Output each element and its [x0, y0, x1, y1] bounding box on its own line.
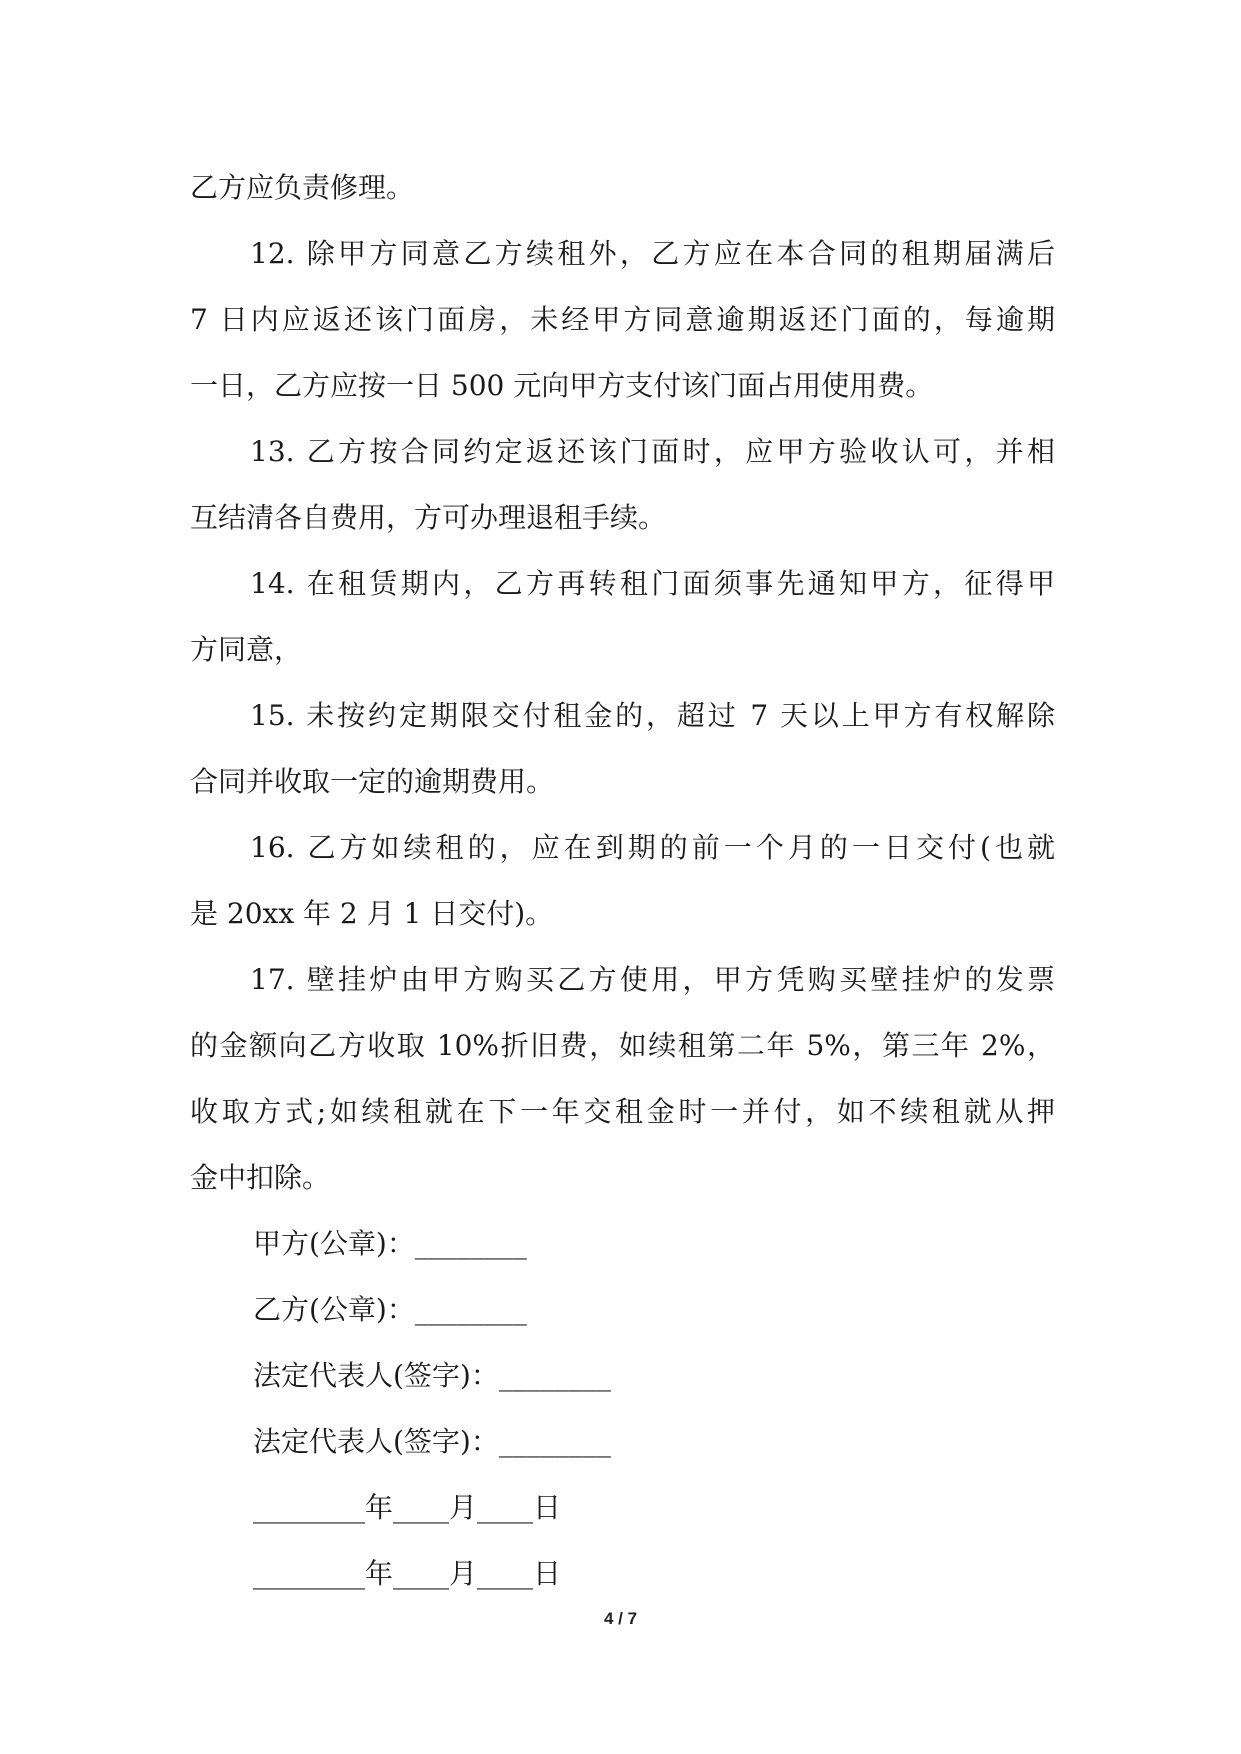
clause-12-line: 一日，乙方应按一日 500 元向甲方支付该门面占用使用费。 [190, 369, 934, 402]
clause-17-line: 收取方式;如续租就在下一年交租金时一并付，如不续租就从押 [190, 1095, 1055, 1128]
legal-rep-signature-field: 法定代表人(签字)：________ [253, 1359, 611, 1392]
contract-body [190, 155, 1055, 1607]
date-field: ________年____月____日 [253, 1557, 562, 1590]
body-line: 乙方应负责修理。 [190, 171, 415, 204]
clause-16-line: 是 20xx 年 2 月 1 日交付)。 [190, 897, 554, 930]
party-b-seal-field: 乙方(公章)：________ [253, 1293, 527, 1326]
clause-16-line: 16. 乙方如续租的，应在到期的前一个月的一日交付(也就 [250, 831, 1055, 864]
page-number: 4 / 7 [603, 1609, 638, 1628]
clause-13-line: 13. 乙方按合同约定返还该门面时，应甲方验收认可，并相 [250, 435, 1055, 468]
clause-17-line: 金中扣除。 [190, 1161, 331, 1194]
party-a-seal-field: 甲方(公章)：________ [253, 1227, 527, 1260]
date-field: ________年____月____日 [253, 1491, 562, 1524]
clause-12-line: 7 日内应返还该门面房，未经甲方同意逾期返还门面的，每逾期 [190, 303, 1055, 336]
clause-13-line: 互结清各自费用，方可办理退租手续。 [190, 501, 667, 534]
clause-17-line: 的金额向乙方收取 10%折旧费，如续租第二年 5%，第三年 2%， [190, 1029, 1055, 1062]
clause-15-line: 15. 未按约定期限交付租金的，超过 7 天以上甲方有权解除 [250, 699, 1055, 732]
legal-rep-signature-field: 法定代表人(签字)：________ [253, 1425, 611, 1458]
clause-17-line: 17. 壁挂炉由甲方购买乙方使用，甲方凭购买壁挂炉的发票 [250, 963, 1055, 996]
clause-14-line: 14. 在租赁期内，乙方再转租门面须事先通知甲方，征得甲 [250, 567, 1055, 600]
clause-15-line: 合同并收取一定的逾期费用。 [190, 765, 555, 798]
clause-12-line: 12. 除甲方同意乙方续租外，乙方应在本合同的租期届满后 [250, 237, 1055, 270]
clause-14-line: 方同意， [190, 633, 303, 666]
